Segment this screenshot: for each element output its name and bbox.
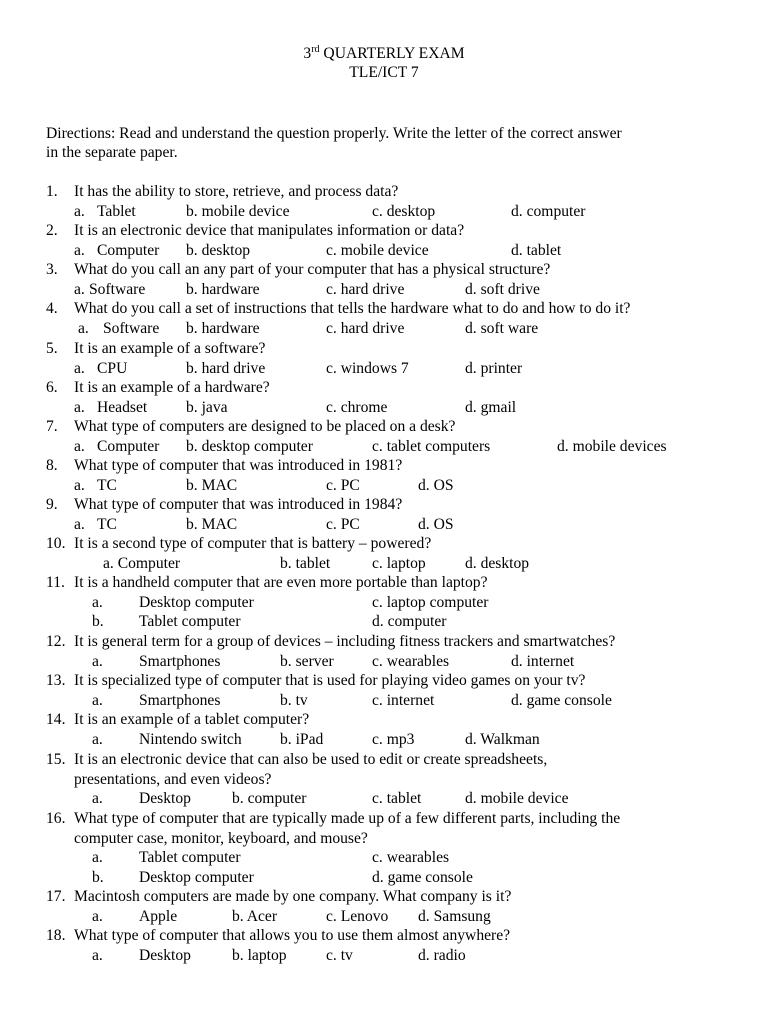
title-text: QUARTERLY EXAM xyxy=(319,45,465,62)
question-text: What type of computers are designed to be placed on a desk? xyxy=(74,418,456,435)
answer-option-text: Apple xyxy=(139,907,178,925)
answer-option-letter: a. xyxy=(74,241,85,259)
answer-option-letter: d. computer xyxy=(511,202,586,220)
answer-option-letter: c. PC xyxy=(326,476,360,494)
answer-option-letter: d. desktop xyxy=(465,554,530,572)
question-number: 14. xyxy=(46,711,66,728)
question-text: presentations, and even videos? xyxy=(74,770,272,788)
answer-option-letter: c. chrome xyxy=(326,398,388,416)
answer-option-letter: a. xyxy=(78,319,89,337)
question-text: It is an electronic device that manipulates information or data? xyxy=(74,222,465,239)
question-text: It is general term for a group of devices – including fitness trackers and smartwatches? xyxy=(74,633,616,650)
question-text: What type of computer that are typically made up of a few different parts, including the xyxy=(74,810,621,827)
question-text: It is an electronic device that can also be used to edit or create spreadsheets, xyxy=(74,751,548,768)
answer-option-letter: d. soft ware xyxy=(465,319,539,337)
question-number: 10. xyxy=(46,535,66,552)
answer-option-letter: b. computer xyxy=(232,790,307,808)
answer-option-letter: d. soft drive xyxy=(465,280,540,298)
answer-option-letter: d. game console xyxy=(372,868,473,886)
answer-option-letter: c. laptop xyxy=(372,554,426,572)
question-number: 16. xyxy=(46,810,66,827)
question-number: 12. xyxy=(46,633,66,650)
answer-option-text: CPU xyxy=(97,359,128,377)
answer-option-letter: a. xyxy=(74,280,85,298)
answer-option-letter: b. tablet xyxy=(280,554,331,572)
answer-option-letter: d. mobile device xyxy=(465,790,569,808)
answer-option-text: Computer xyxy=(97,241,160,259)
exam-title xyxy=(0,44,768,64)
answer-option-letter: d. printer xyxy=(465,359,523,377)
question-text: It is an example of a software? xyxy=(74,340,266,357)
question-number: 1. xyxy=(46,183,58,200)
answer-option-letter: c. tablet computers xyxy=(372,437,491,455)
question-number: 5. xyxy=(46,340,58,357)
answer-option-letter: d. OS xyxy=(418,476,454,494)
answer-option-text: Desktop computer xyxy=(139,868,254,886)
answer-option-letter: b. iPad xyxy=(280,730,324,748)
answer-option-letter: b. desktop xyxy=(186,241,251,259)
answer-option-letter: a. xyxy=(92,849,103,867)
answer-option-letter: c. tv xyxy=(326,946,353,964)
answer-option-letter: c. desktop xyxy=(372,202,436,220)
answer-option-letter: b. MAC xyxy=(186,515,238,533)
answer-option-letter: c. Lenovo xyxy=(326,907,389,925)
question-number: 9. xyxy=(46,496,58,513)
answer-option-letter: c. laptop computer xyxy=(372,593,489,611)
question-text: It has the ability to store, retrieve, and process data? xyxy=(74,183,399,200)
question-text: It is an example of a hardware? xyxy=(74,379,270,396)
answer-option-letter: b. xyxy=(92,613,104,631)
question-number: 7. xyxy=(46,418,58,435)
answer-option-letter: b. Acer xyxy=(232,907,278,925)
exam-subject: TLE/ICT 7 xyxy=(349,64,419,81)
answer-option-letter: c. tablet xyxy=(372,790,422,808)
question-number: 6. xyxy=(46,379,58,396)
question-text: What type of computer that was introduced in 1984? xyxy=(74,496,403,513)
answer-option-letter: a. xyxy=(92,593,103,611)
answer-option-text: Software xyxy=(89,280,146,298)
question-number: 13. xyxy=(46,672,66,689)
answer-option-text: Tablet xyxy=(97,202,136,220)
answer-option-letter: a. xyxy=(74,515,85,533)
answer-option-letter: b. tv xyxy=(280,691,308,709)
question-number: 18. xyxy=(46,927,66,944)
question-text: It is a second type of computer that is battery – powered? xyxy=(74,535,432,552)
answer-option-letter: a. xyxy=(92,946,103,964)
answer-option-letter: b. xyxy=(92,868,104,886)
answer-option-letter: b. laptop xyxy=(232,946,287,964)
answer-option-text: Headset xyxy=(97,398,148,416)
answer-option-letter: d. OS xyxy=(418,515,454,533)
question-number: 4. xyxy=(46,300,58,317)
answer-option-letter: a. xyxy=(74,476,85,494)
answer-option-letter: c. hard drive xyxy=(326,280,405,298)
answer-option-letter: a. Computer xyxy=(103,554,181,572)
answer-option-letter: a. xyxy=(92,907,103,925)
answer-option-text: Desktop xyxy=(139,946,191,964)
answer-option-text: Software xyxy=(103,319,160,337)
answer-option-text: Smartphones xyxy=(139,652,221,670)
answer-option-letter: d. game console xyxy=(511,691,612,709)
answer-option-letter: c. mp3 xyxy=(372,730,415,748)
question-number: 11. xyxy=(46,574,65,591)
question-number: 17. xyxy=(46,888,66,905)
answer-option-letter: c. PC xyxy=(326,515,360,533)
answer-option-letter: c. wearables xyxy=(372,849,450,867)
answer-option-letter: b. hard drive xyxy=(186,359,266,377)
answer-option-letter: d. mobile devices xyxy=(557,437,667,455)
answer-option-letter: b. server xyxy=(280,652,334,670)
answer-option-text: TC xyxy=(97,476,117,494)
answer-option-letter: a. xyxy=(92,691,103,709)
question-text: It is a handheld computer that are even more portable than laptop? xyxy=(74,574,488,591)
answer-option-text: Desktop xyxy=(139,790,191,808)
answer-option-letter: c. windows 7 xyxy=(326,359,409,377)
answer-option-letter: a. xyxy=(92,652,103,670)
answer-option-letter: d. internet xyxy=(511,652,575,670)
answer-option-letter: b. hardware xyxy=(186,319,260,337)
answer-option-text: TC xyxy=(97,515,117,533)
answer-option-letter: a. xyxy=(92,790,103,808)
answer-option-text: Smartphones xyxy=(139,691,221,709)
answer-option-text: Desktop computer xyxy=(139,593,254,611)
answer-option-letter: d. tablet xyxy=(511,241,562,259)
question-text: What type of computer that allows you to use them almost anywhere? xyxy=(74,927,511,944)
question-text: It is specialized type of computer that is used for playing video games on your tv? xyxy=(74,672,586,689)
answer-option-letter: b. mobile device xyxy=(186,202,290,220)
title-superscript: rd xyxy=(311,43,320,55)
title-number: 3 xyxy=(303,45,312,62)
question-text: What do you call an any part of your computer that has a physical structure? xyxy=(74,261,551,278)
question-number: 3. xyxy=(46,261,58,278)
answer-option-letter: b. desktop computer xyxy=(186,437,313,455)
answer-option-letter: d. gmail xyxy=(465,398,517,416)
answer-option-letter: c. wearables xyxy=(372,652,450,670)
answer-option-text: Tablet computer xyxy=(139,849,241,867)
answer-option-text: Tablet computer xyxy=(139,613,241,631)
answer-option-letter: b. hardware xyxy=(186,280,260,298)
directions-line-2: in the separate paper. xyxy=(46,144,178,161)
question-number: 8. xyxy=(46,457,58,474)
answer-option-text: Computer xyxy=(97,437,160,455)
answer-option-letter: d. computer xyxy=(372,613,447,631)
answer-option-letter: d. Walkman xyxy=(465,730,540,748)
answer-option-letter: a. xyxy=(74,398,85,416)
answer-option-letter: d. Samsung xyxy=(418,907,491,925)
answer-option-letter: b. MAC xyxy=(186,476,238,494)
answer-option-letter: c. mobile device xyxy=(326,241,429,259)
question-text: Macintosh computers are made by one company. What company is it? xyxy=(74,888,512,905)
answer-option-letter: c. internet xyxy=(372,691,435,709)
answer-option-letter: d. radio xyxy=(418,946,466,964)
question-text: What type of computer that was introduced in 1981? xyxy=(74,457,403,474)
question-number: 15. xyxy=(46,751,66,768)
question-text: What do you call a set of instructions that tells the hardware what to do and how to do it? xyxy=(74,300,631,317)
answer-option-text: Nintendo switch xyxy=(139,730,242,748)
answer-option-letter: a. xyxy=(74,437,85,455)
directions-line-1: Directions: Read and understand the question properly. Write the letter of the correct answer xyxy=(46,125,622,142)
answer-option-letter: a. xyxy=(92,730,103,748)
answer-option-letter: a. xyxy=(74,359,85,377)
question-text: computer case, monitor, keyboard, and mouse? xyxy=(74,829,368,847)
question-text: It is an example of a tablet computer? xyxy=(74,711,310,728)
answer-option-letter: a. xyxy=(74,202,85,220)
question-number: 2. xyxy=(46,222,58,239)
answer-option-letter: b. java xyxy=(186,398,228,416)
answer-option-letter: c. hard drive xyxy=(326,319,405,337)
